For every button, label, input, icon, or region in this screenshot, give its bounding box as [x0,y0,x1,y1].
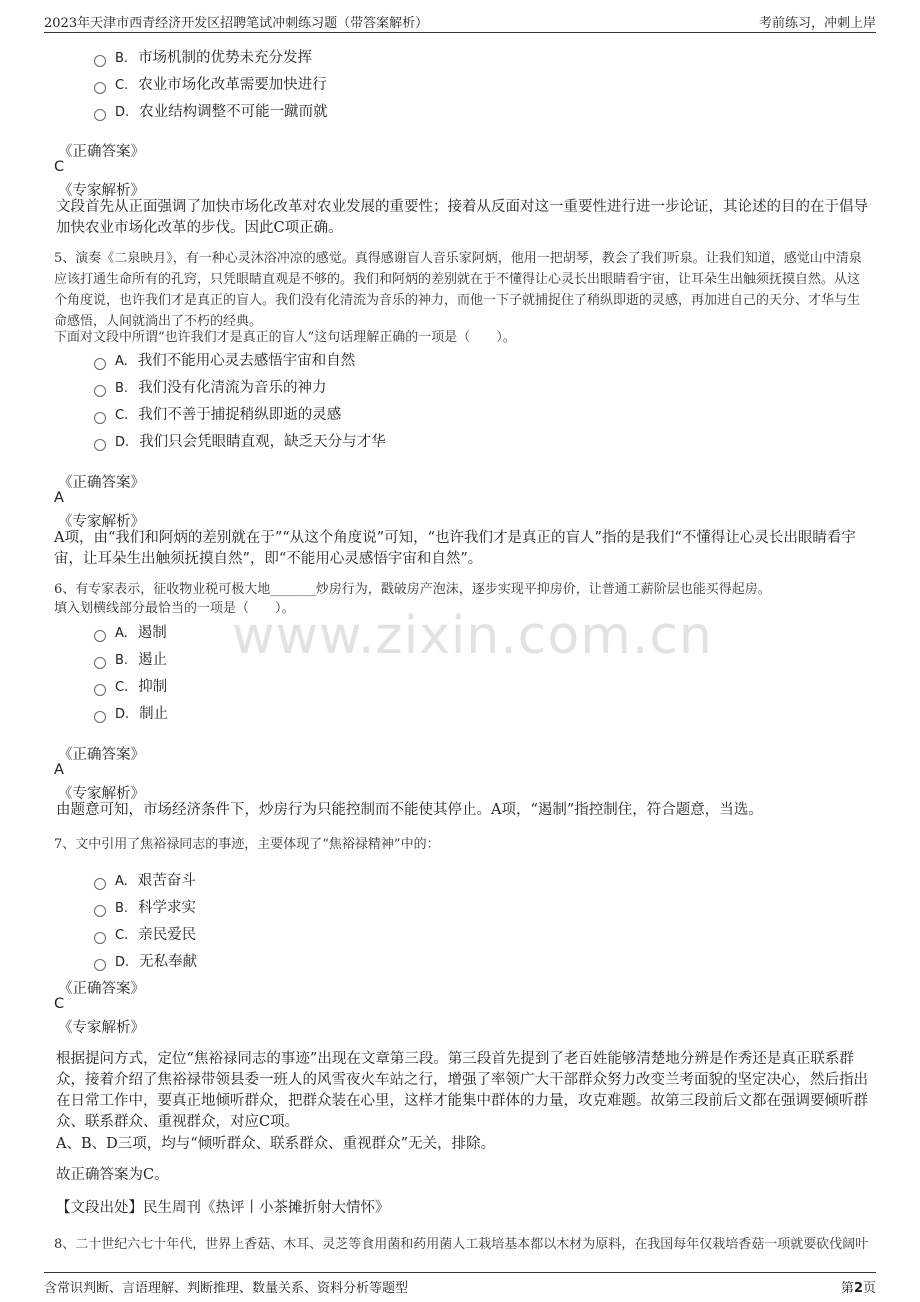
page-footer [44,1272,876,1295]
q7-option-a[interactable]: A. 艰苦奋斗 [94,869,196,890]
expert-analysis-label: 《专家解析》 [58,1020,145,1036]
q5-option-c[interactable]: C. 我们不善于捕捉稍纵即逝的灵感 [94,403,341,424]
correct-answer-label: 《正确答案》 [58,747,145,763]
q5-stem: 5、演奏《二泉映月》，有一种心灵沐浴冲凉的感觉。真得感谢盲人音乐家阿炳，他用一把胡琴，教会了我们听泉。让我们知道，感觉山中清泉应该打通生命所有的孔窍，只凭眼睛直观是不够的。我们和阿炳的差别就在于不懂得让心灵长出眼睛看宇宙，让耳朵生出触须抚摸自然。从这个角度说，也许我们才是真正的盲人。我们没有化清流为音乐的神力，而他一下子就捕捉住了稍纵即逝的灵感，再加进自己的天分、才华与生命感悟，人间就淌出了不朽的经典。 [54,251,862,329]
q7-stem: 7、文中引用了焦裕禄同志的事迹，主要体现了“焦裕禄精神”中的： [54,837,440,852]
q6-option-c[interactable]: C. 抑制 [94,675,167,696]
correct-answer-label: 《正确答案》 [58,981,145,997]
q4-option-b[interactable]: B. 市场机制的优势未充分发挥 [94,46,312,67]
q7-option-b[interactable]: B. 科学求实 [94,896,196,917]
radio-icon[interactable] [94,439,106,451]
expert-analysis-label: 《专家解析》 [58,514,145,530]
q6-option-b[interactable]: B. 遏止 [94,648,167,669]
footer-subjects: 含常识判断、言语理解、判断推理、数量关系、资料分析等题型 [44,1281,409,1296]
q5-answer: A [54,490,64,506]
q6-answer: A [54,762,64,778]
q6-option-d[interactable]: D. 制止 [94,702,168,723]
radio-icon[interactable] [94,109,106,121]
watermark: www.zixin.com.cn [232,606,713,666]
page-number: 第2页 [840,1281,876,1296]
q5-question: 下面对文段中所谓“也许我们才是真正的盲人”这句话理解正确的一项是（ ）。 [54,330,516,345]
radio-icon[interactable] [94,905,106,917]
q7-source: 【文段出处】民生周刊《热评丨小茶摊折射大情怀》 [56,1200,390,1216]
q4-analysis: 文段首先从正面强调了加快市场化改革对农业发展的重要性；接着从反面对这一重要性进行进一步论证，其论述的目的在于倡导加快农业市场化改革的步伐。因此C项正确。 [56,199,868,236]
q7-option-c[interactable]: C. 亲民爱民 [94,923,196,944]
q4-option-c[interactable]: C. 农业市场化改革需要加快进行 [94,73,327,94]
q5-option-d[interactable]: D. 我们只会凭眼睛直观，缺乏天分与才华 [94,430,386,451]
radio-icon[interactable] [94,932,106,944]
radio-icon[interactable] [94,657,106,669]
q5-analysis: A项，由“我们和阿炳的差别就在于”“从这个角度说”可知，“也许我们才是真正的盲人”指的是我们“不懂得让心灵长出眼睛看宇宙，让耳朵生出触须抚摸自然”，即“不能用心灵感悟宇宙和自然”。 [54,530,856,567]
document-title: 2023年天津市西青经济开发区招聘笔试冲刺练习题（带答案解析） [44,16,429,31]
q5-option-b[interactable]: B. 我们没有化清流为音乐的神力 [94,376,327,397]
radio-icon[interactable] [94,711,106,723]
radio-icon[interactable] [94,412,106,424]
q6-question: 填入划横线部分最恰当的一项是（ ）。 [54,601,295,616]
q6-analysis: 由题意可知，市场经济条件下，炒房行为只能控制而不能使其停止。A项，“遏制”指控制住，符合题意，当选。 [56,802,763,818]
q6-option-a[interactable]: A. 遏制 [94,621,167,642]
q4-option-d[interactable]: D. 农业结构调整不可能一蹴而就 [94,100,328,121]
q6-stem: 6、有专家表示，征收物业税可极大地_______炒房行为，戳破房产泡沫，逐步实现平抑房价，让普通工薪阶层也能买得起房。 [54,582,771,597]
header-tagline: 考前练习，冲刺上岸 [758,16,876,31]
q7-option-d[interactable]: D. 无私奉献 [94,950,197,971]
correct-answer-label: 《正确答案》 [58,475,145,491]
q8-stem: 8、二十世纪六七十年代，世界上香菇、木耳、灵芝等食用菌和药用菌人工栽培基本都以木材为原料，在我国每年仅栽培香菇一项就要砍伐阔叶 [54,1237,869,1252]
radio-icon[interactable] [94,684,106,696]
radio-icon[interactable] [94,358,106,370]
q7-analysis-paragraph-3: 故正确答案为C。 [56,1167,169,1183]
radio-icon[interactable] [94,878,106,890]
q7-analysis-paragraph-2: A、B、D三项，均与“倾听群众、联系群众、重视群众”无关，排除。 [56,1136,496,1152]
q5-option-a[interactable]: A. 我们不能用心灵去感悟宇宙和自然 [94,349,355,370]
expert-analysis-label: 《专家解析》 [58,183,145,199]
radio-icon[interactable] [94,630,106,642]
radio-icon[interactable] [94,385,106,397]
radio-icon[interactable] [94,959,106,971]
page-header [44,10,876,33]
q7-analysis-paragraph-1: 根据提问方式，定位“焦裕禄同志的事迹”出现在文章第三段。第三段首先提到了老百姓能够清楚地分辨是作秀还是真正联系群众，接着介绍了焦裕禄带领县委一班人的风雪夜火车站之行，增强了率领广大干部群众努力改变兰考面貌的坚定决心，然后指出在日常工作中，要真正地倾听群众，把群众装在心里，这样才能集中群体的力量，攻克难题。故第三段前后文都在强调要倾听群众、联系群众、重视群众，对应C项。 [56,1051,868,1130]
q7-answer: C [54,996,65,1012]
expert-analysis-label: 《专家解析》 [58,786,145,802]
radio-icon[interactable] [94,82,106,94]
q4-answer: C [54,159,65,175]
correct-answer-label: 《正确答案》 [58,144,145,160]
radio-icon[interactable] [94,55,106,67]
